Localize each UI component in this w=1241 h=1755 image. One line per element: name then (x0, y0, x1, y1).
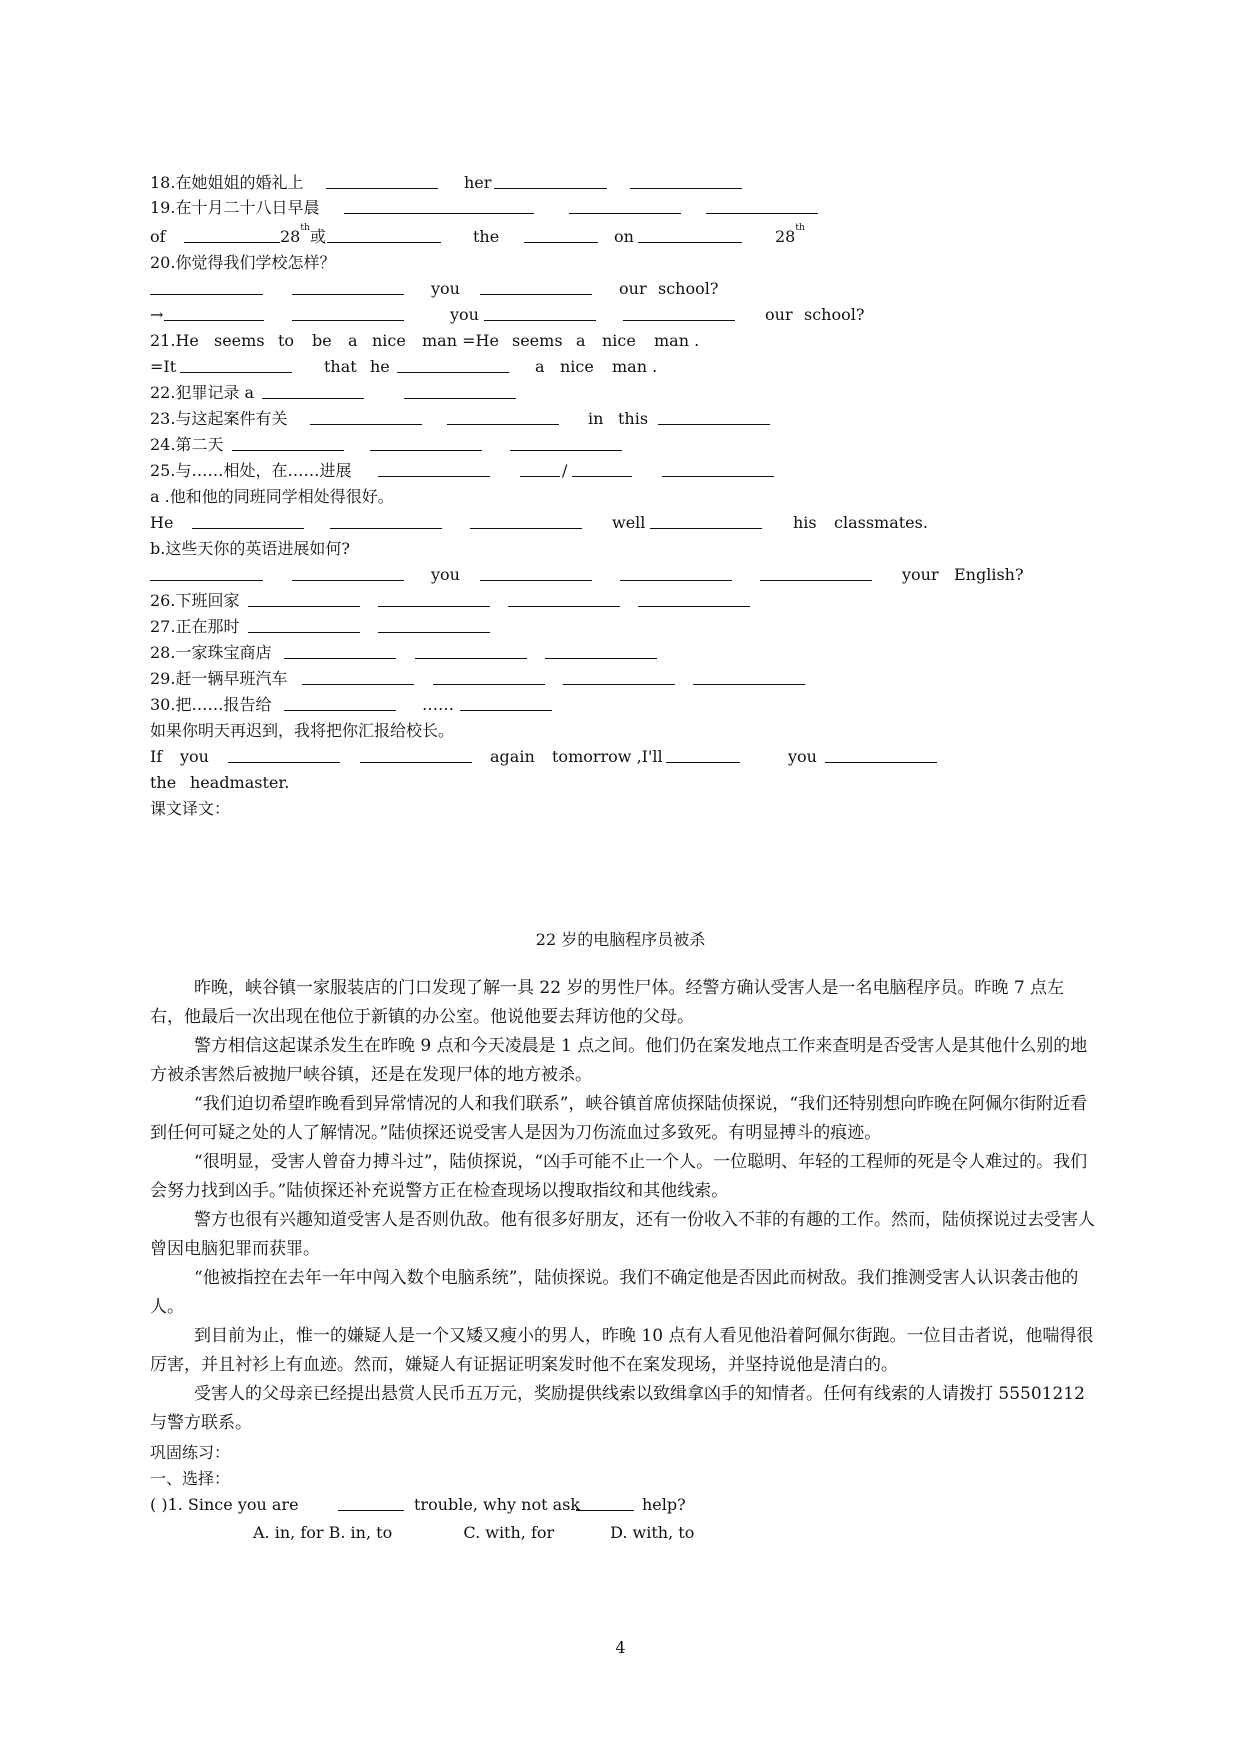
word: seems (512, 331, 563, 350)
word: classmates. (834, 513, 928, 532)
answer-blank (378, 606, 490, 607)
word: nice (372, 331, 406, 350)
answer-blank (378, 476, 490, 477)
exercise-label: 20.你觉得我们学校怎样？ (150, 253, 336, 272)
answer-blank (620, 580, 732, 581)
answer-blank (662, 476, 774, 477)
word: you (788, 747, 817, 766)
exercise-label: 24.第二天 (150, 435, 224, 454)
word: be (312, 331, 332, 350)
word: you (180, 747, 209, 766)
answer-blank (825, 762, 937, 763)
word: school? (658, 279, 719, 298)
word: 或 (310, 227, 327, 246)
answer-blank (228, 762, 340, 763)
answer-blank (327, 242, 441, 243)
question-text: help? (642, 1495, 686, 1514)
answer-blank (262, 398, 364, 399)
answer-blank (404, 398, 516, 399)
question-text: trouble, why not ask (414, 1495, 581, 1514)
page-number: 4 (615, 1638, 626, 1657)
word: 28 (280, 227, 301, 246)
answer-blank (192, 528, 304, 529)
exercise-label: a .他和他的同班同学相处得很好。 (150, 487, 394, 506)
question-text: ( )1. Since you are (150, 1495, 299, 1514)
answer-blank (344, 213, 534, 214)
ellipsis: …… (422, 695, 454, 714)
word: he (370, 357, 390, 376)
answer-blank (545, 658, 657, 659)
answer-blank (520, 476, 560, 477)
word: to (278, 331, 295, 350)
exercise-label: 18.在她姐姐的婚礼上 (150, 173, 304, 192)
word: our (619, 279, 647, 298)
answer-blank (510, 450, 622, 451)
word: English? (954, 565, 1024, 584)
answer-blank (494, 188, 607, 189)
slash: / (562, 461, 568, 480)
answer-blank (569, 213, 681, 214)
answer-blank (292, 320, 404, 321)
answer-blank (470, 528, 582, 529)
exercise-label: 22.犯罪记录 a (150, 383, 255, 402)
word: nice (602, 331, 636, 350)
paragraph-8: 受害人的父母亲已经提出悬赏人民币五万元，奖励提供线索以致缉拿凶手的知情者。任何有线索的人请拨打 55501212 与警方联系。 (150, 1384, 1085, 1433)
word: man =He (422, 331, 499, 350)
answer-blank (284, 658, 396, 659)
answer-blank (460, 710, 552, 711)
translation-title: 22 岁的电脑程序员被杀 (535, 930, 706, 949)
exercise-label: 28.一家珠宝商店 (150, 643, 272, 662)
answer-blank (232, 450, 344, 451)
word: you (431, 279, 460, 298)
word: in (588, 409, 604, 428)
answer-blank (326, 188, 438, 189)
exercise-label: 30.把……报告给 (150, 695, 272, 714)
word: seems (214, 331, 265, 350)
exercise-label: 27.正在那时 (150, 617, 240, 636)
answer-blank (378, 632, 490, 633)
answer-blank (292, 580, 404, 581)
word: a (348, 331, 358, 350)
heading-text: 巩固练习： (150, 1443, 231, 1462)
answer-blank (658, 424, 770, 425)
answer-blank (248, 632, 360, 633)
arrow: → (150, 305, 164, 324)
answer-blank (508, 606, 620, 607)
word: a (576, 331, 586, 350)
answer-blank (370, 450, 482, 451)
answer-blank (706, 213, 818, 214)
answer-blank (524, 242, 598, 243)
answer-blank (433, 684, 545, 685)
word: our (765, 305, 793, 324)
answer-blank (150, 580, 263, 581)
word: you (431, 565, 460, 584)
answer-blank (480, 580, 592, 581)
sentence: 如果你明天再迟到，我将把你汇报给校长。 (150, 721, 455, 740)
paragraph-6: “他被指控在去年一年中闯入数个电脑系统”，陆侦探说。我们不确定他是否因此而树敌。我们推测受害人认识袭击他的人。 (150, 1268, 1079, 1317)
answer-blank (630, 188, 742, 189)
word: He (150, 513, 174, 532)
answer-blank (760, 580, 872, 581)
answer-blank (338, 1510, 404, 1511)
word: tomorrow ,I'll (552, 747, 663, 766)
answer-blank (623, 320, 735, 321)
word: the (150, 773, 177, 792)
answer-blank (284, 710, 396, 711)
word: If (150, 747, 163, 766)
word: the (473, 227, 500, 246)
paragraph-5: 警方也很有兴趣知道受害人是否则仇敌。他有很多好朋友，还有一份收入不菲的有趣的工作。然而，陆侦探说过去受害人曾因电脑犯罪而获罪。 (150, 1210, 1095, 1259)
superscript: th (300, 223, 310, 233)
answer-blank (184, 242, 280, 243)
paragraph-2: 警方相信这起谋杀发生在昨晚 9 点和今天凌晨是 1 点之间。他们仍在案发地点工作来查明是否受害人是其他什么别的地方被杀害然后被抛尸峡谷镇，还是在发现尸体的地方被杀。 (150, 1036, 1088, 1085)
answer-blank (292, 294, 404, 295)
paragraph-4: “很明显，受害人曾奋力搏斗过”，陆侦探说，“凶手可能不止一个人。一位聪明、年轻的工程师的死是令人难过的。我们会努力找到凶手。”陆侦探还补充说警方正在检查现场以搜取指纹和其他线索。 (150, 1152, 1088, 1201)
word: 28 (775, 227, 796, 246)
answer-blank (248, 606, 360, 607)
word: school? (804, 305, 865, 324)
word: man . (654, 331, 700, 350)
exercise-label: 29.赶一辆早班汽车 (150, 669, 288, 688)
answer-blank (666, 762, 740, 763)
answer-blank (397, 372, 509, 373)
paragraph-7: 到目前为止，惟一的嫌疑人是一个又矮又瘦小的男人，昨晚 10 点有人看见他沿着阿佩尔街跑。一位目击者说，他喘得很厉害，并且衬衫上有血迹。然而，嫌疑人有证据证明案发时他不在案发现场，并坚持说他是清白的。 (150, 1326, 1094, 1375)
word: your (902, 565, 939, 584)
word: her (464, 173, 492, 192)
paragraph-1: 昨晚，峡谷镇一家服装店的门口发现了解一具 22 岁的男性尸体。经警方确认受害人是一名电脑程序员。昨晚 7 点左右，他最后一次出现在他位于新镇的办公室。他说他要去拜访他的父母。 (150, 978, 1065, 1027)
answer-blank (638, 606, 750, 607)
exercise-label: 25.与……相处，在……进展 (150, 461, 352, 480)
word: headmaster. (190, 773, 290, 792)
answer-blank (693, 684, 805, 685)
answer-blank (650, 528, 762, 529)
exercise-label: 19.在十月二十八日早晨 (150, 198, 320, 217)
word: nice (560, 357, 594, 376)
answer-blank (572, 476, 632, 477)
word: a (535, 357, 545, 376)
heading-text: 一、选择： (150, 1469, 231, 1488)
paragraph-3: “我们迫切希望昨晚看到异常情况的人和我们联系”，峡谷镇首席侦探陆侦探说，“我们还特别想向昨晚在阿佩尔街附近看到任何可疑之处的人了解情况。”陆侦探还说受害人是因为刀伤流血过多致死。有明显搏斗的痕迹。 (150, 1094, 1088, 1143)
word: =It (150, 357, 177, 376)
answer-blank (576, 1510, 634, 1511)
exercise-label: b.这些天你的英语进展如何? (150, 539, 350, 558)
answer-blank (360, 762, 472, 763)
answer-blank (330, 528, 442, 529)
word: on (614, 227, 634, 246)
word: well (612, 513, 646, 532)
answer-blank (164, 320, 264, 321)
answer-blank (480, 294, 592, 295)
answer-blank (180, 372, 292, 373)
answer-blank (447, 424, 559, 425)
answer-blank (638, 242, 742, 243)
answer-blank (415, 658, 527, 659)
word: again (490, 747, 535, 766)
word: his (793, 513, 817, 532)
heading-text: 课文译文： (150, 799, 231, 818)
word: of (150, 227, 166, 246)
word: man . (612, 357, 658, 376)
exercise-label: 26.下班回家 (150, 591, 240, 610)
answer-blank (484, 320, 596, 321)
superscript: th (795, 223, 805, 233)
word: this (618, 409, 649, 428)
word: you (450, 305, 479, 324)
answer-blank (302, 684, 414, 685)
answer-options: A. in, for B. in, to C. with, for D. with, to (253, 1523, 695, 1542)
word: 21.He (150, 331, 199, 350)
answer-blank (563, 684, 675, 685)
exercise-label: 23.与这起案件有关 (150, 409, 288, 428)
answer-blank (150, 294, 263, 295)
answer-blank (310, 424, 422, 425)
word: that (324, 357, 357, 376)
